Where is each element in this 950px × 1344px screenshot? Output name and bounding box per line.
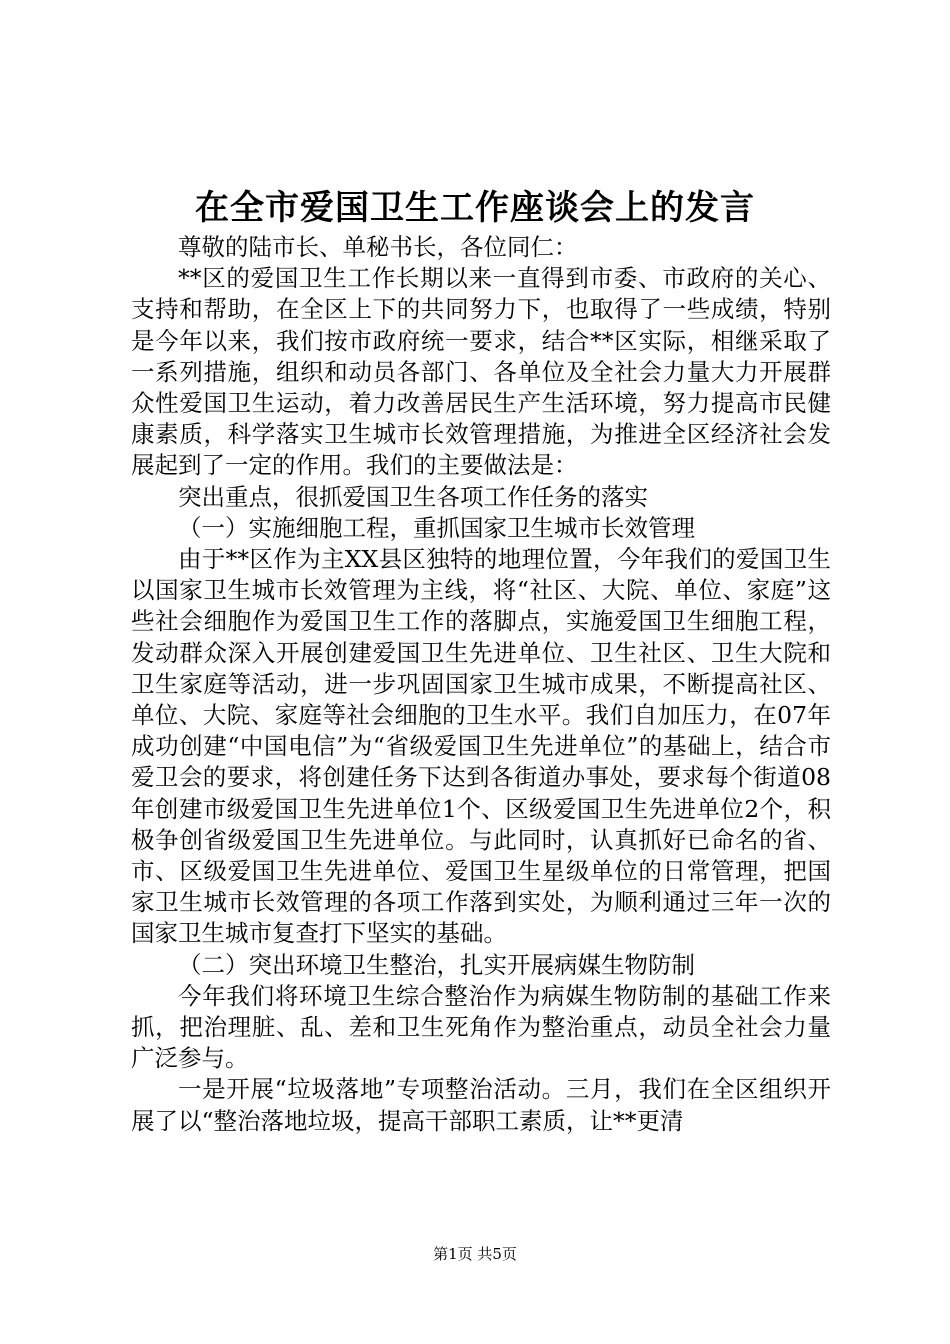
body-paragraph: **区的爱国卫生工作长期以来一直得到市委、市政府的关心、支持和帮助，在全区上下的共同努力下，也取得了一些成绩，特别是今年以来，我们按市政府统一要求，结合**区实际，相继采取了一系列措施，组织和动员各部门、各单位及全社会力量大力开展群众性爱国卫生运动，着力改善居民生产生活环境，努力提高市民健康素质，科学落实卫生城市长效管理措施，为推进全区经济社会发展起到了一定的作用。我们的主要做法是：: [131, 264, 831, 480]
body-paragraph: 今年我们将环境卫生综合整治作为病媒生物防制的基础工作来抓，把治理脏、乱、差和卫生死角作为整治重点，动员全社会力量广泛参与。: [131, 981, 831, 1073]
page-number-footer: 第1页 共5页: [433, 1245, 517, 1263]
body-paragraph: 一是开展“垃圾落地”专项整治活动。三月，我们在全区组织开展了以“整治落地垃圾，提高干部职工素质，让**更清: [131, 1075, 831, 1135]
subsection-heading: （二）突出环境卫生整治，扎实开展病媒生物防制: [178, 950, 695, 979]
document-title: 在全市爱国卫生工作座谈会上的发言: [195, 188, 755, 228]
document-body: [131, 232, 831, 1137]
salutation-paragraph: 尊敬的陆市长、单秘书长，各位同仁：: [178, 233, 578, 261]
body-paragraph: 由于**区作为主XX县区独特的地理位置，今年我们的爱国卫生以国家卫生城市长效管理为主线，将“社区、大院、单位、家庭”这些社会细胞作为爱国卫生工作的落脚点，实施爱国卫生细胞工程，发动群众深入开展创建爱国卫生先进单位、卫生社区、卫生大院和卫生家庭等活动，进一步巩固国家卫生城市成果，不断提高社区、单位、大院、家庭等社会细胞的卫生水平。我们自加压力，在07年成功创建“中国电信”为“省级爱国卫生先进单位”的基础上，结合市爱卫会的要求，将创建任务下达到各街道办事处，要求每个街道08年创建市级爱国卫生先进单位1个、区级爱国卫生先进单位2个，积极争创省级爱国卫生先进单位。与此同时，认真抓好已命名的省、市、区级爱国卫生先进单位、爱国卫生星级单位的日常管理，把国家卫生城市长效管理的各项工作落到实处，为顺利通过三年一次的国家卫生城市复查打下坚实的基础。: [131, 545, 831, 948]
section-heading: 突出重点，很抓爱国卫生各项工作任务的落实: [178, 482, 648, 511]
subsection-heading: （一）实施细胞工程，重抓国家卫生城市长效管理: [178, 513, 695, 542]
